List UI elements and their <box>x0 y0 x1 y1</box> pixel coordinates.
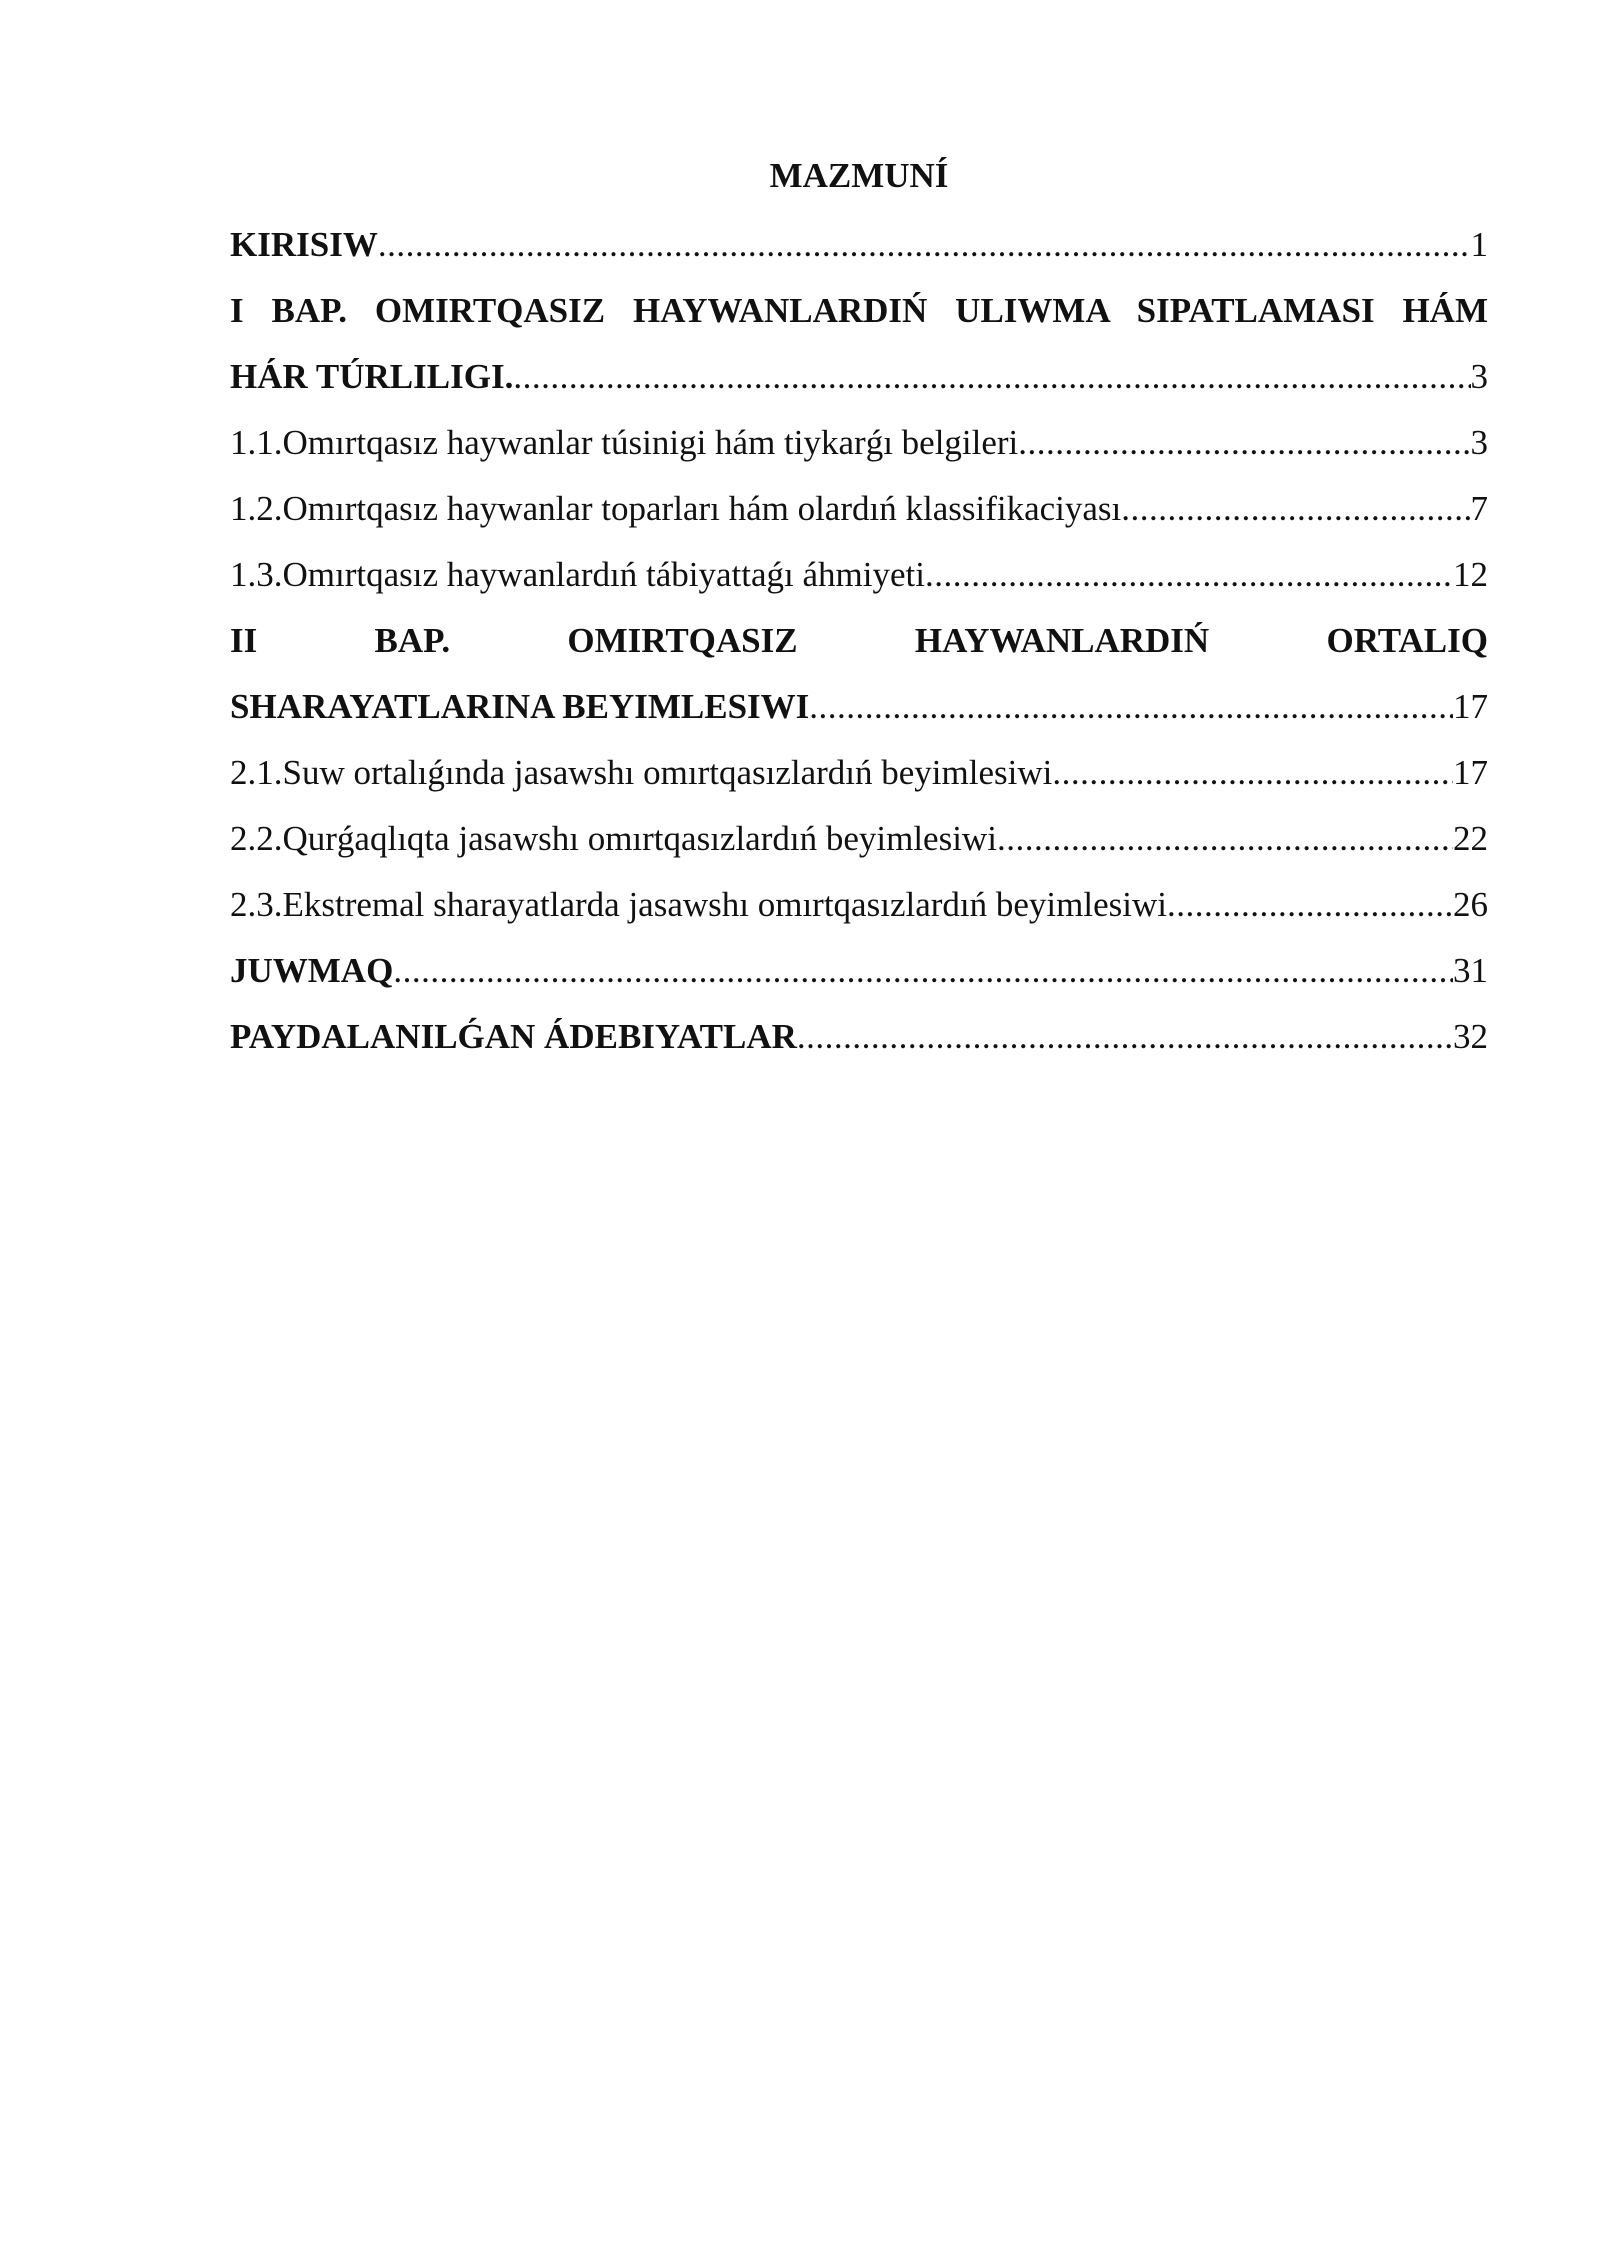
toc-title: MAZMUNÍ <box>769 156 949 195</box>
toc-page-number: 3 <box>1470 357 1488 396</box>
toc-page-number: 12 <box>1453 555 1488 594</box>
toc-page-number: 31 <box>1453 951 1488 990</box>
toc-page-number: 32 <box>1453 1017 1488 1056</box>
toc-page-number: 1 <box>1470 225 1488 264</box>
toc-entry-section-1-1[interactable] <box>230 410 1488 476</box>
toc-page-number: 17 <box>1453 753 1488 792</box>
dot-leader <box>809 674 1453 740</box>
toc-page-number: 22 <box>1453 819 1488 858</box>
toc-page-number: 3 <box>1470 423 1488 462</box>
toc-entry-label: 2.2.Qurǵaqlıqta jasawshı omırtqasızlardıń beyimlesiwi <box>230 819 997 858</box>
toc-entry-conclusion[interactable] <box>230 938 1488 1004</box>
dot-leader <box>378 212 1471 278</box>
toc-entry-label-line-2: HÁR TÚRLILIGI. <box>230 357 514 396</box>
toc-entry-section-1-3[interactable] <box>230 542 1488 608</box>
toc-entry-label: 1.3.Omırtqasız haywanlardıń tábiyattaǵı áhmiyeti <box>230 555 925 594</box>
dot-leader <box>925 542 1453 608</box>
dot-leader <box>1121 476 1470 542</box>
dot-leader <box>797 1004 1453 1070</box>
toc-entry-introduction[interactable] <box>230 212 1488 278</box>
toc-page-number: 7 <box>1470 489 1488 528</box>
toc-entry-label: 1.1.Omırtqasız haywanlar túsinigi hám tiykarǵı belgileri <box>230 423 1019 462</box>
toc-page-number: 17 <box>1453 687 1488 726</box>
toc-entry-label-line-1: I BAP. OMIRTQASIZ HAYWANLARDIŃ ULIWMA SIPATLAMASI HÁM <box>230 291 1488 330</box>
toc-entry-section-2-1[interactable] <box>230 740 1488 806</box>
dot-leader <box>393 938 1453 1004</box>
dot-leader <box>997 806 1453 872</box>
toc-entry-label: KIRISIW <box>230 225 378 264</box>
toc-entry-label-line-2: SHARAYATLARINA BEYIMLESIWI <box>230 687 810 726</box>
toc-entry-label: JUWMAQ <box>230 951 394 990</box>
toc-entry-label: 2.3.Ekstremal sharayatlarda jasawshı omırtqasızlardıń beyimlesiwi <box>230 885 1167 924</box>
toc-entry-section-2-3[interactable] <box>230 872 1488 938</box>
dot-leader <box>1052 740 1453 806</box>
toc-entry-chapter-1[interactable] <box>230 278 1488 410</box>
dot-leader <box>1167 872 1453 938</box>
toc-entry-label: 1.2.Omırtqasız haywanlar toparları hám olardıń klassifikaciyası <box>230 489 1122 528</box>
dot-leader <box>1018 410 1470 476</box>
toc-entry-section-2-2[interactable] <box>230 806 1488 872</box>
toc-entry-chapter-2[interactable] <box>230 608 1488 740</box>
table-of-contents <box>230 150 1488 1070</box>
toc-entry-references[interactable] <box>230 1004 1488 1070</box>
dot-leader <box>513 344 1470 410</box>
toc-entry-section-1-2[interactable] <box>230 476 1488 542</box>
toc-entry-label-line-1: II BAP. OMIRTQASIZ HAYWANLARDIŃ ORTALIQ <box>230 621 1488 660</box>
toc-entry-label: 2.1.Suw ortalıǵında jasawshı omırtqasızlardıń beyimlesiwi <box>230 753 1053 792</box>
toc-page-number: 26 <box>1453 885 1488 924</box>
toc-entry-label: PAYDALANILǴAN ÁDEBIYATLAR <box>230 1017 797 1056</box>
